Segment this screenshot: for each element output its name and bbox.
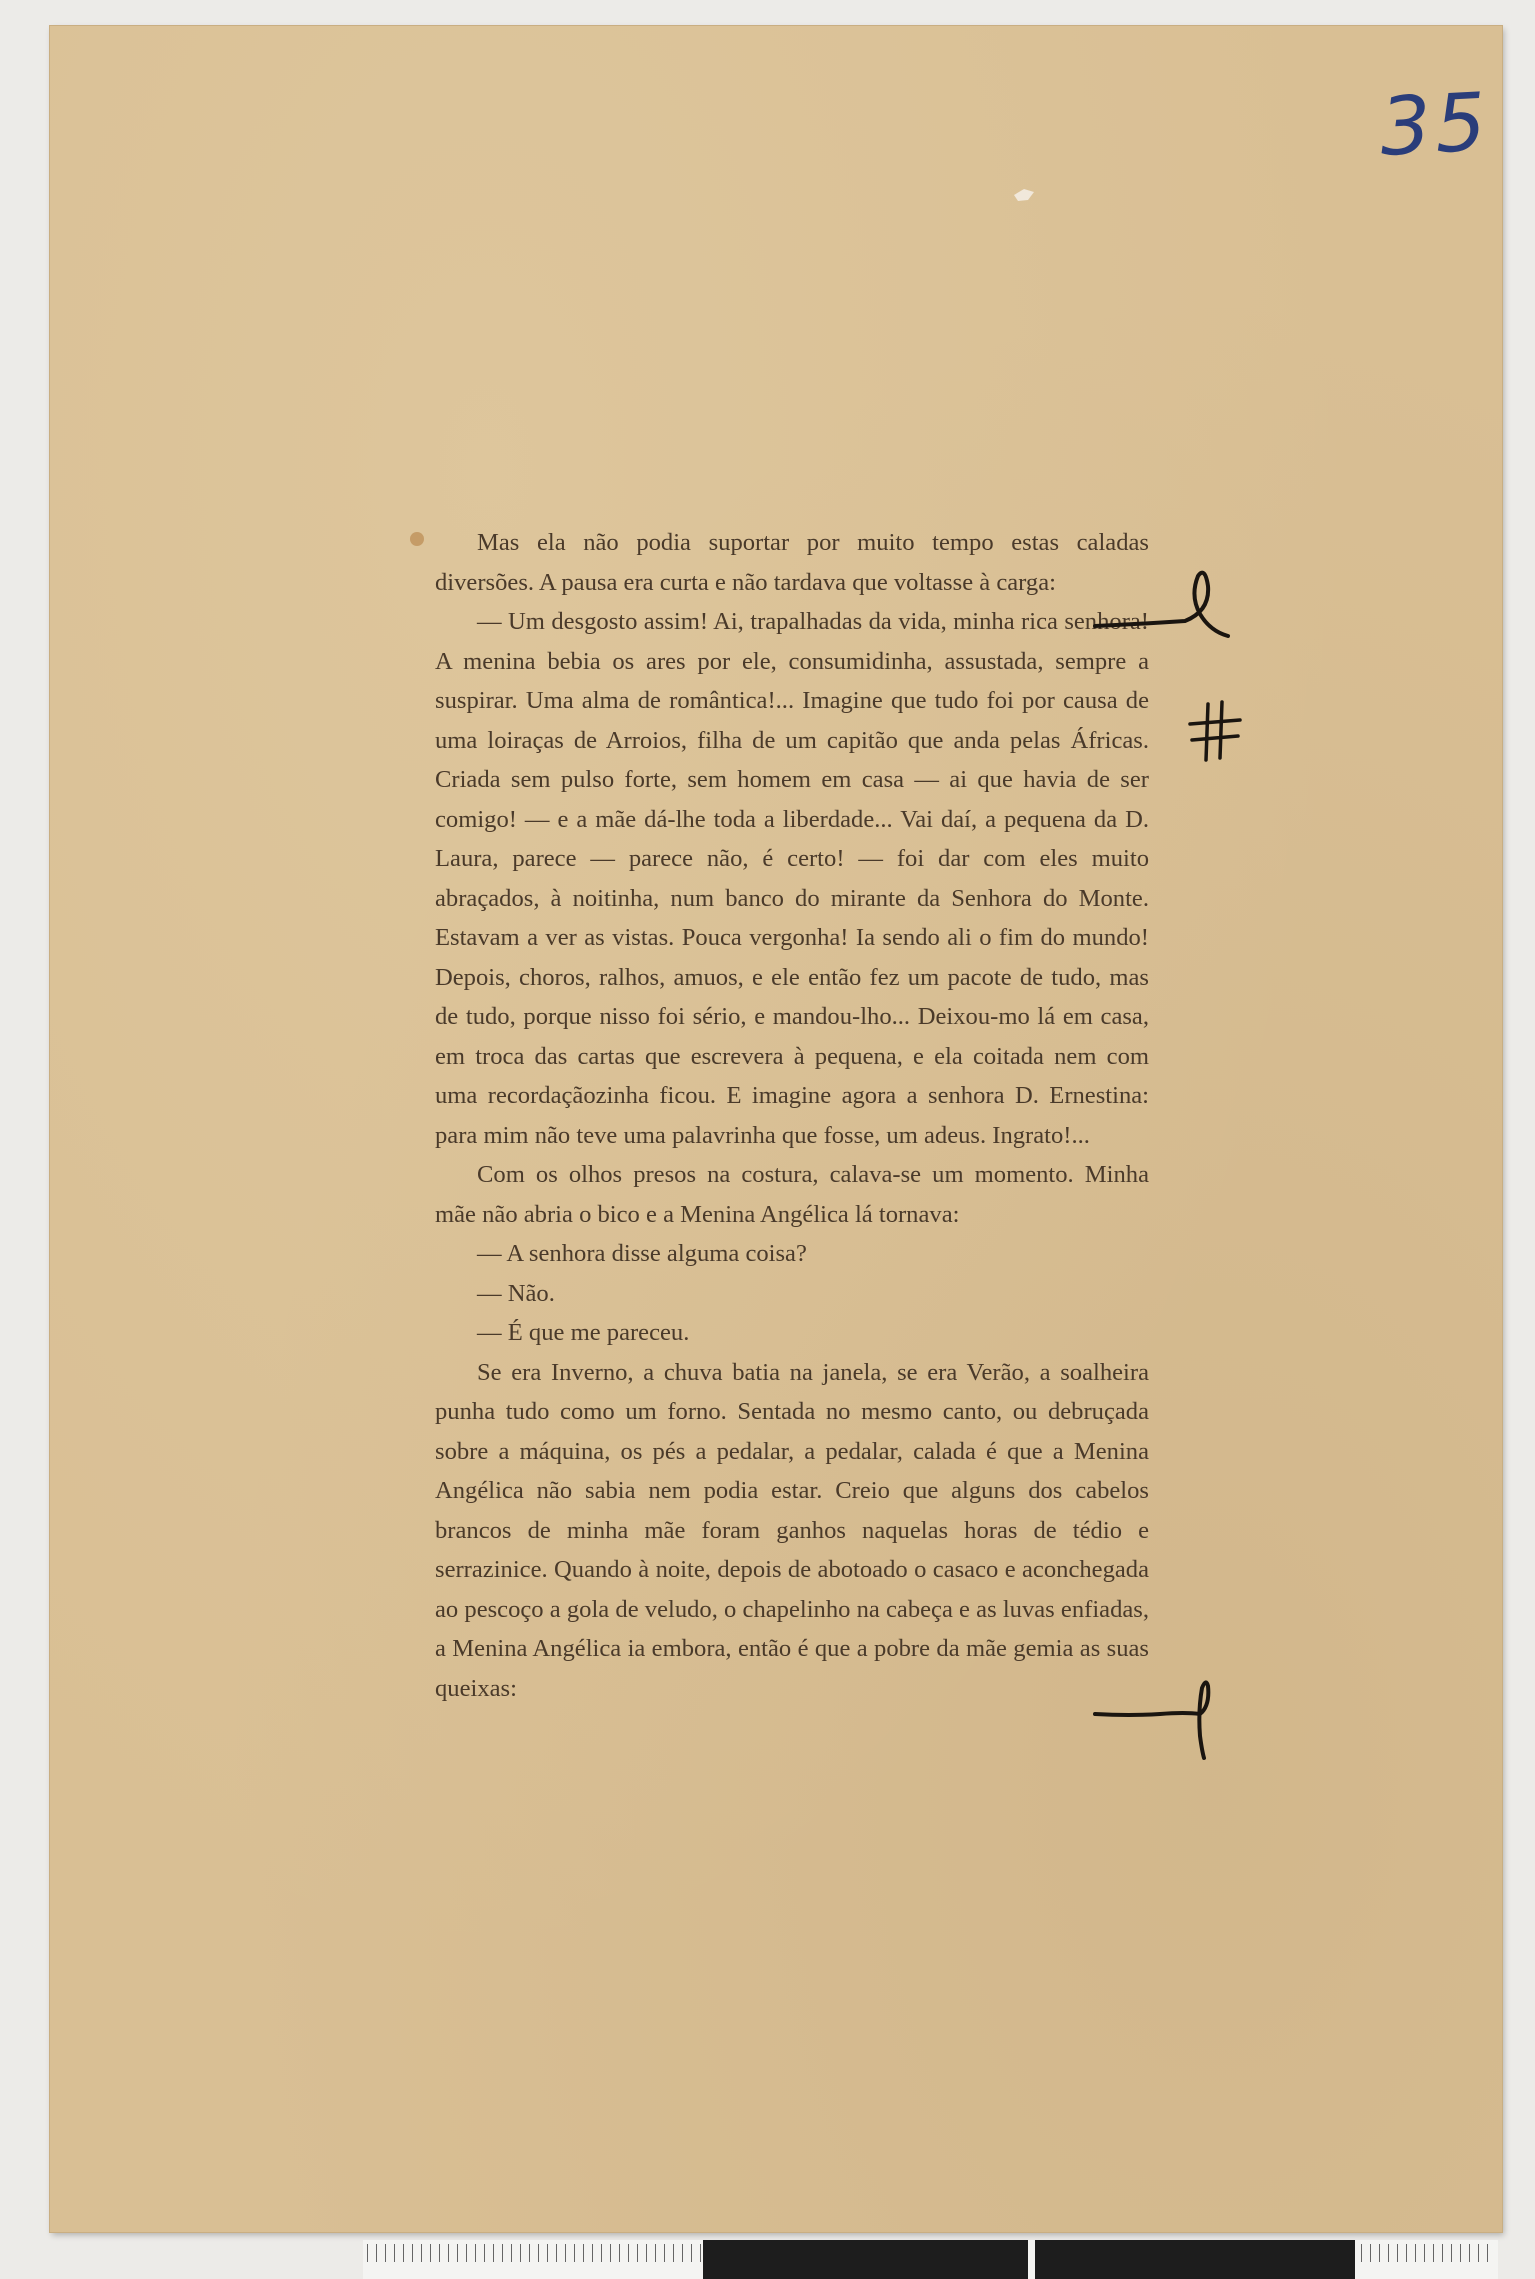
ruler-ticks-left — [367, 2244, 703, 2262]
margin-line-hook-mark — [1090, 1666, 1240, 1766]
paper-stain — [410, 532, 424, 546]
margin-line-l-mark — [1090, 556, 1250, 646]
paragraph-1: Mas ela não podia suportar por muito tempo estas caladas diversões. A pausa era curta e não tardava que voltasse à carga: — [435, 529, 1149, 596]
page-number: 35 — [1377, 75, 1493, 174]
paragraph-7: Se era Inverno, a chuva batia na janela, se era Verão, a soalheira punha tudo como um forno. Sentada no mesmo canto, ou debruçada sobre a máquina, os pés a pedalar, a pedalar, calada é que a Menina Angélica não sabia nem podia estar. Creio que alguns dos cabelos brancos de minha mãe foram ganhos naquelas horas de tédio e serrazinice. Quando à noite, depois de abotoado o casaco e aconchegada ao pescoço a gola de veludo, o chapelinho na cabeça e as luvas enfiadas, a Menina Angélica ia embora, então é que a pobre da mãe gemia as suas queixas: — [435, 1358, 1149, 1702]
paper-blemish-mark — [1012, 186, 1038, 204]
body-text — [435, 523, 1149, 1708]
paragraph-3: Com os olhos presos na costura, calava-se um momento. Minha mãe não abria o bico e a Menina Angélica lá tornava: — [435, 1161, 1149, 1228]
document-page — [50, 26, 1502, 2232]
ruler-black-block-2 — [1035, 2240, 1355, 2279]
ruler-ticks-right — [1361, 2244, 1495, 2262]
paragraph-2: — Um desgosto assim! Ai, trapalhadas da vida, minha rica senhora! A menina bebia os ares por ele, consumidinha, assustada, sempre a suspirar. Uma alma de romântica!... Imagine que tudo foi por causa de uma loiraças de Arroios, filha de um capitão que anda pelas Áfricas. Criada sem pulso forte, sem homem em casa — ai que havia de ser comigo! — e a mãe dá-lhe toda a liberdade... Vai daí, a pequena da D. Laura, parece — parece não, é certo! — foi dar com eles muito abraçados, à noitinha, num banco do mirante da Senhora do Monte. Estavam a ver as vistas. Pouca vergonha! Ia sendo ali o fim do mundo! Depois, choros, ralhos, amuos, e ele então fez um pacote de tudo, mas de tudo, porque nisso foi sério, e mandou-lho... Deixou-mo lá em casa, em troca das cartas que escrevera à pequena, e ela coitada nem com uma recordaçãozinha ficou. E imagine agora a senhora D. Ernestina: para mim não teve uma palavrinha que fosse, um adeus. Ingrato!... — [435, 608, 1149, 1149]
paragraph-4: — A senhora disse alguma coisa? — [477, 1240, 807, 1267]
paragraph-6: — É que me pareceu. — [477, 1319, 690, 1346]
margin-hash-mark — [1180, 696, 1250, 766]
scale-ruler — [363, 2240, 1498, 2279]
paragraph-5: — Não. — [477, 1279, 555, 1307]
ruler-black-block-1 — [703, 2240, 1028, 2279]
